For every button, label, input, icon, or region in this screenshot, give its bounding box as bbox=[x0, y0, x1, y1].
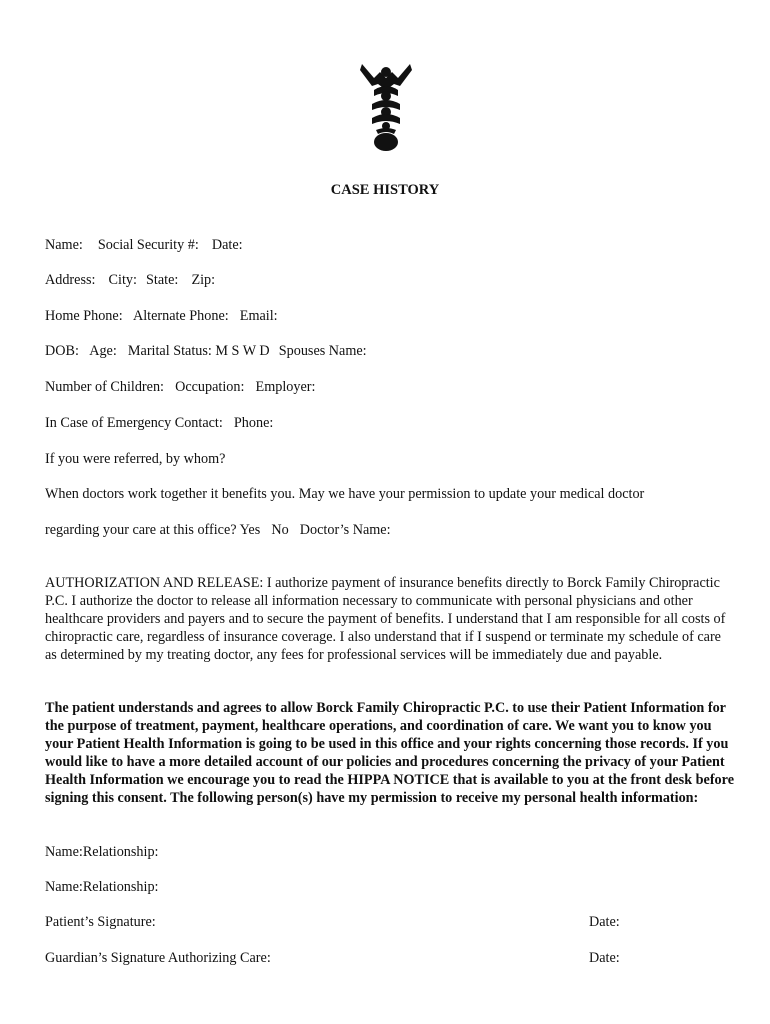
occupation-label: Occupation: bbox=[175, 379, 245, 395]
state-label: State: bbox=[146, 272, 179, 288]
patient-signature-label: Patient’s Signature: bbox=[45, 914, 156, 930]
email-label: Email: bbox=[239, 308, 278, 324]
patient-date-label: Date: bbox=[589, 914, 620, 930]
zip-label: Zip: bbox=[191, 272, 216, 288]
row-children bbox=[45, 378, 315, 396]
authorization-text: AUTHORIZATION AND RELEASE: I authorize payment of insurance benefits directly to Borck Family Chiropractic P.C. I authorize the doctor to release all information necessary to communicate with personal physicians and other healthcare providers and payers and to secure the payment of benefits. I understand that I am responsible for all costs of chiropractic care, regardless of insurance coverage. I also understand that if I suspend or terminate my schedule of care as determined by my treating doctor, any fees for professional services will be immediately due and payable. bbox=[45, 575, 726, 663]
city-label: City: bbox=[108, 272, 137, 288]
alt-phone-label: Alternate Phone: bbox=[132, 308, 229, 324]
row-permission bbox=[45, 521, 391, 539]
home-phone-label: Home Phone: bbox=[45, 308, 123, 324]
doctor-name-label: Doctor’s Name: bbox=[299, 522, 391, 538]
patient-signature-row bbox=[45, 913, 156, 931]
row-dob bbox=[45, 342, 367, 360]
row-name bbox=[45, 236, 243, 254]
permission-row-2 bbox=[45, 878, 159, 896]
name-label: Name: bbox=[45, 237, 83, 253]
permission-row-1 bbox=[45, 843, 159, 861]
row-emergency bbox=[45, 414, 273, 432]
emergency-phone-label: Phone: bbox=[233, 415, 274, 431]
ssn-label: Social Security #: bbox=[97, 237, 199, 253]
emergency-label: In Case of Emergency Contact: bbox=[45, 415, 223, 431]
row-address bbox=[45, 271, 215, 289]
guardian-signature-row bbox=[45, 949, 271, 967]
guardian-date-group bbox=[589, 949, 620, 967]
permission-text: When doctors work together it benefits you. May we have your permission to update your medical doctor bbox=[45, 486, 645, 502]
perm2-name-label: Name: bbox=[45, 879, 83, 895]
dob-label: DOB: bbox=[45, 343, 79, 359]
referred-label: If you were referred, by whom? bbox=[45, 451, 226, 467]
guardian-signature-label: Guardian’s Signature Authorizing Care: bbox=[45, 950, 271, 966]
row-phones bbox=[45, 307, 278, 325]
perm2-relationship-label: Relationship: bbox=[82, 879, 159, 895]
age-label: Age: bbox=[89, 343, 117, 359]
marital-status-label[interactable]: Marital Status: M S W D bbox=[127, 343, 270, 359]
patient-date-group bbox=[589, 913, 620, 931]
perm1-relationship-label: Relationship: bbox=[82, 844, 159, 860]
privacy-text: The patient understands and agrees to allow Borck Family Chiropractic P.C. to use their Patient Information for the purpose of treatment, payment, healthcare operations, and coordination of care. We want you to know you your Patient Health Information is going to be used in this office and your rights concerning those records. If you would like to have a more detailed account of our policies and procedures concerning the privacy of your Patient Health Information we encourage you to read the HIPPA NOTICE that is available to you at the front desk before signing this consent. The following person(s) have my permission to receive my personal health information: bbox=[45, 700, 734, 806]
children-label: Number of Children: bbox=[45, 379, 164, 395]
row-referred bbox=[45, 450, 225, 468]
date-label: Date: bbox=[211, 237, 243, 253]
form-title: CASE HISTORY bbox=[330, 182, 440, 198]
guardian-date-label: Date: bbox=[589, 950, 620, 966]
address-label: Address: bbox=[45, 272, 96, 288]
no-label: No bbox=[271, 522, 289, 538]
clinic-logo-icon bbox=[354, 60, 418, 152]
perm1-name-label: Name: bbox=[45, 844, 83, 860]
spouse-label: Spouses Name: bbox=[278, 343, 367, 359]
permission-question: regarding your care at this office? Yes bbox=[45, 522, 261, 538]
employer-label: Employer: bbox=[255, 379, 316, 395]
